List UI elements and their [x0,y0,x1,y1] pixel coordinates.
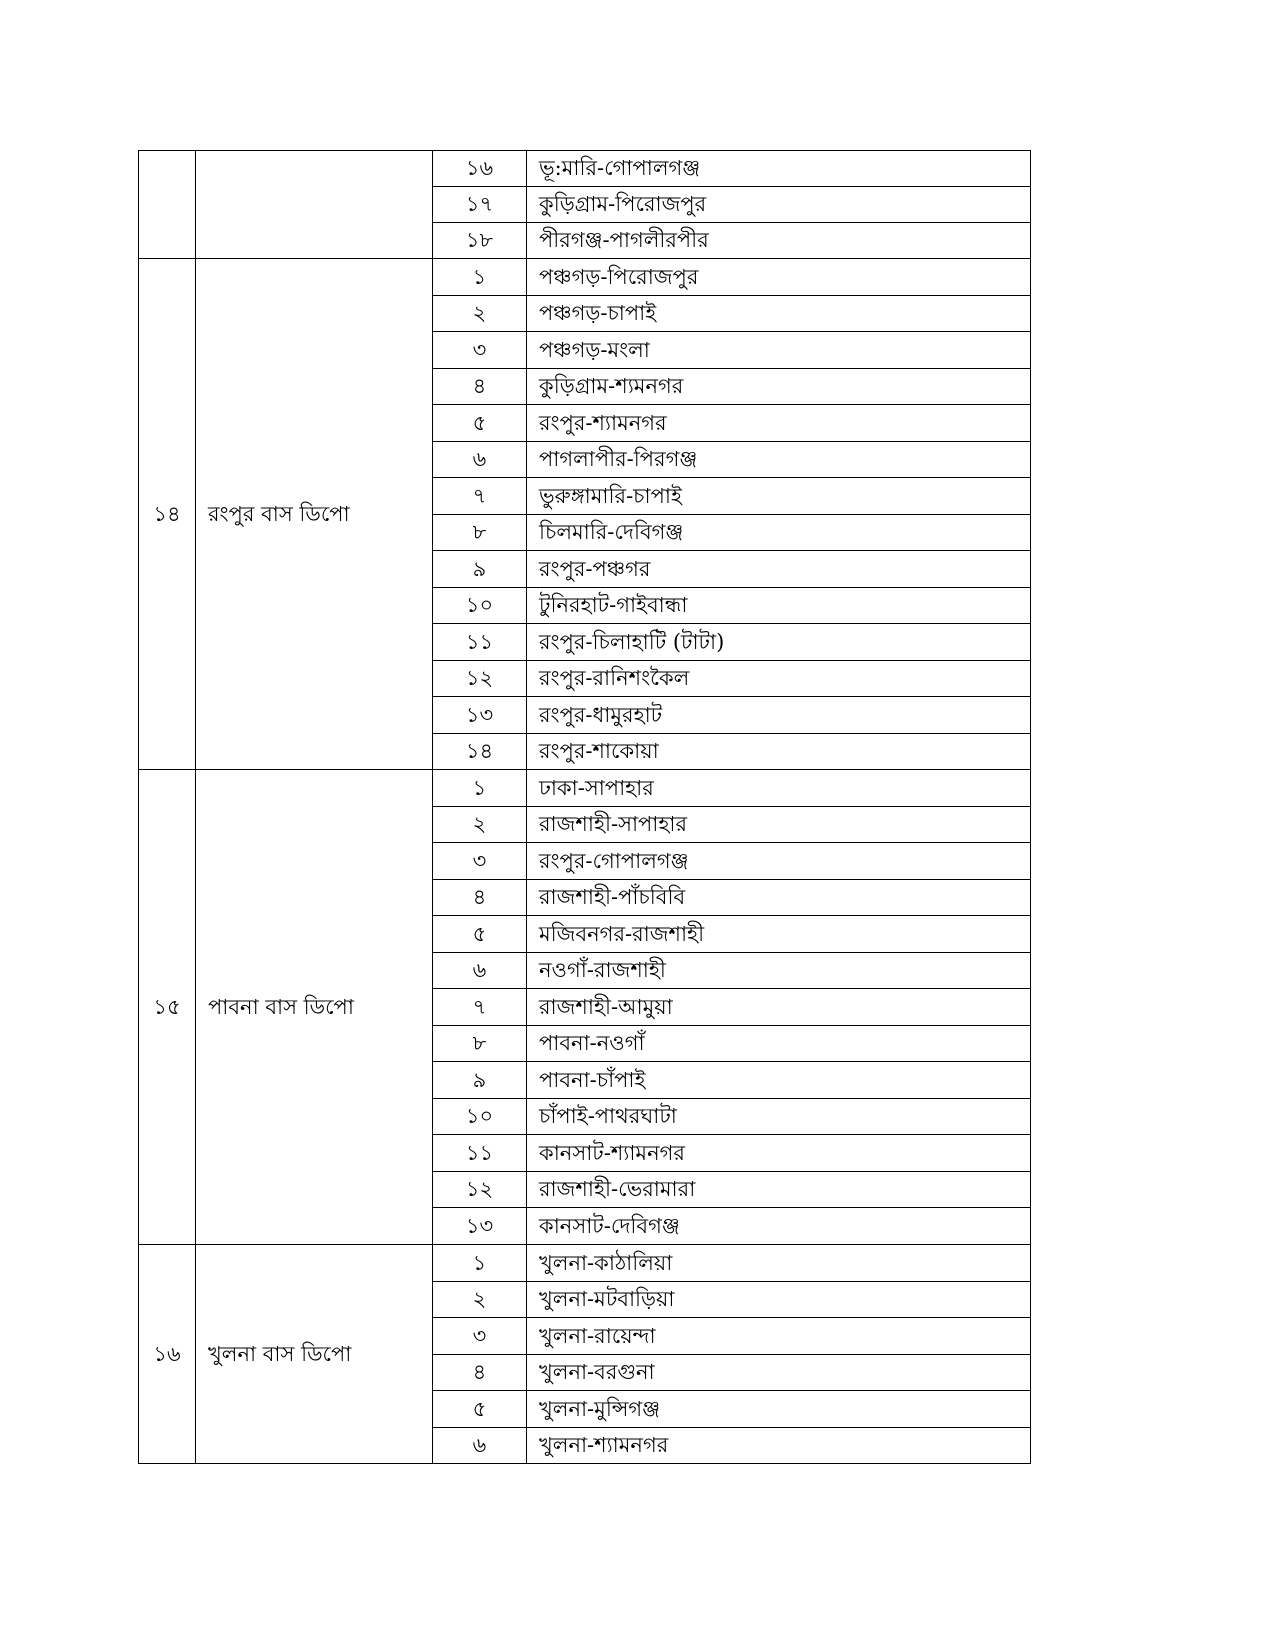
depot-name-cell: রংপুর বাস ডিপো [196,259,433,770]
depot-serial-cell: ১৫ [139,770,196,1245]
route-number-cell: ৮ [433,1026,527,1062]
route-number-cell: ৯ [433,1062,527,1099]
route-name-cell: চিলমারি-দেবিগঞ্জ [527,515,1031,551]
route-number-cell: ৫ [433,916,527,953]
route-number-cell: ১০ [433,588,527,624]
route-name-cell: কুড়িগ্রাম-পিরোজপুর [527,187,1031,223]
route-number-cell: ১২ [433,661,527,697]
route-name-cell: রংপুর-পঞ্চগর [527,551,1031,588]
route-number-cell: ১১ [433,624,527,661]
route-number-cell: ১০ [433,1099,527,1135]
route-number-cell: ৭ [433,989,527,1026]
route-number-cell: ৬ [433,442,527,478]
route-number-cell: ১ [433,259,527,296]
route-number-cell: ১২ [433,1172,527,1208]
route-number-cell: ৬ [433,953,527,989]
route-number-cell: ১৭ [433,187,527,223]
route-name-cell: খুলনা-রায়েন্দা [527,1318,1031,1355]
route-name-cell: পঞ্চগড়-পিরোজপুর [527,259,1031,296]
route-name-cell: পীরগঞ্জ-পাগলীরপীর [527,223,1031,259]
depot-serial-cell: ১৬ [139,1245,196,1464]
route-name-cell: খুলনা-মটবাড়িয়া [527,1282,1031,1318]
route-name-cell: রাজশাহী-পাঁচবিবি [527,880,1031,916]
route-name-cell: রাজশাহী-আমুয়া [527,989,1031,1026]
depot-name-cell [196,151,433,259]
route-number-cell: ১১ [433,1135,527,1172]
route-number-cell: ৪ [433,880,527,916]
table-row [139,770,1031,807]
route-name-cell: রাজশাহী-সাপাহার [527,807,1031,843]
route-number-cell: ৫ [433,405,527,442]
table-row [139,1245,1031,1282]
route-name-cell: খুলনা-কাঠালিয়া [527,1245,1031,1282]
route-name-cell: পঞ্চগড়-চাপাই [527,296,1031,332]
route-number-cell: ১৮ [433,223,527,259]
route-number-cell: ১৪ [433,734,527,770]
route-number-cell: ৬ [433,1428,527,1464]
route-name-cell: মজিবনগর-রাজশাহী [527,916,1031,953]
depot-serial-cell: ১৪ [139,259,196,770]
route-name-cell: পাগলাপীর-পিরগঞ্জ [527,442,1031,478]
route-name-cell: রংপুর-শ্যামনগর [527,405,1031,442]
route-name-cell: পঞ্চগড়-মংলা [527,332,1031,369]
route-name-cell: পাবনা-নওগাঁ [527,1026,1031,1062]
route-name-cell: চাঁপাই-পাথরঘাটা [527,1099,1031,1135]
route-number-cell: ৮ [433,515,527,551]
route-name-cell: রংপুর-রানিশংকৈল [527,661,1031,697]
route-number-cell: ৪ [433,1355,527,1391]
route-number-cell: ২ [433,807,527,843]
route-number-cell: ১ [433,1245,527,1282]
route-name-cell: রংপুর-চিলাহাটি (টাটা) [527,624,1031,661]
table-row [139,259,1031,296]
route-name-cell: খুলনা-বরগুনা [527,1355,1031,1391]
route-table-body [139,151,1031,1464]
table-row [139,151,1031,187]
route-number-cell: ১৩ [433,1208,527,1245]
depot-serial-cell [139,151,196,259]
route-name-cell: নওগাঁ-রাজশাহী [527,953,1031,989]
route-name-cell: ভুরুঙ্গামারি-চাপাই [527,478,1031,515]
route-name-cell: কানসাট-দেবিগঞ্জ [527,1208,1031,1245]
route-number-cell: ৯ [433,551,527,588]
route-name-cell: রংপুর-শাকোয়া [527,734,1031,770]
route-number-cell: ৫ [433,1391,527,1428]
route-number-cell: ৩ [433,332,527,369]
route-name-cell: খুলনা-শ্যামনগর [527,1428,1031,1464]
route-name-cell: পাবনা-চাঁপাই [527,1062,1031,1099]
route-number-cell: ৩ [433,843,527,880]
depot-name-cell: খুলনা বাস ডিপো [196,1245,433,1464]
route-number-cell: ৪ [433,369,527,405]
route-name-cell: ঢাকা-সাপাহার [527,770,1031,807]
route-number-cell: ১৬ [433,151,527,187]
route-name-cell: রংপুর-গোপালগঞ্জ [527,843,1031,880]
route-number-cell: ২ [433,1282,527,1318]
route-name-cell: রংপুর-ধামুরহাট [527,697,1031,734]
route-number-cell: ২ [433,296,527,332]
route-number-cell: ১ [433,770,527,807]
route-number-cell: ১৩ [433,697,527,734]
route-name-cell: খুলনা-মুন্সিগঞ্জ [527,1391,1031,1428]
route-name-cell: কানসাট-শ্যামনগর [527,1135,1031,1172]
route-name-cell: ভূ:মারি-গোপালগঞ্জ [527,151,1031,187]
route-name-cell: টুনিরহাট-গাইবান্ধা [527,588,1031,624]
route-name-cell: কুড়িগ্রাম-শ্যমনগর [527,369,1031,405]
route-number-cell: ৩ [433,1318,527,1355]
depot-name-cell: পাবনা বাস ডিপো [196,770,433,1245]
route-number-cell: ৭ [433,478,527,515]
route-table [138,150,1031,1464]
route-name-cell: রাজশাহী-ভেরামারা [527,1172,1031,1208]
